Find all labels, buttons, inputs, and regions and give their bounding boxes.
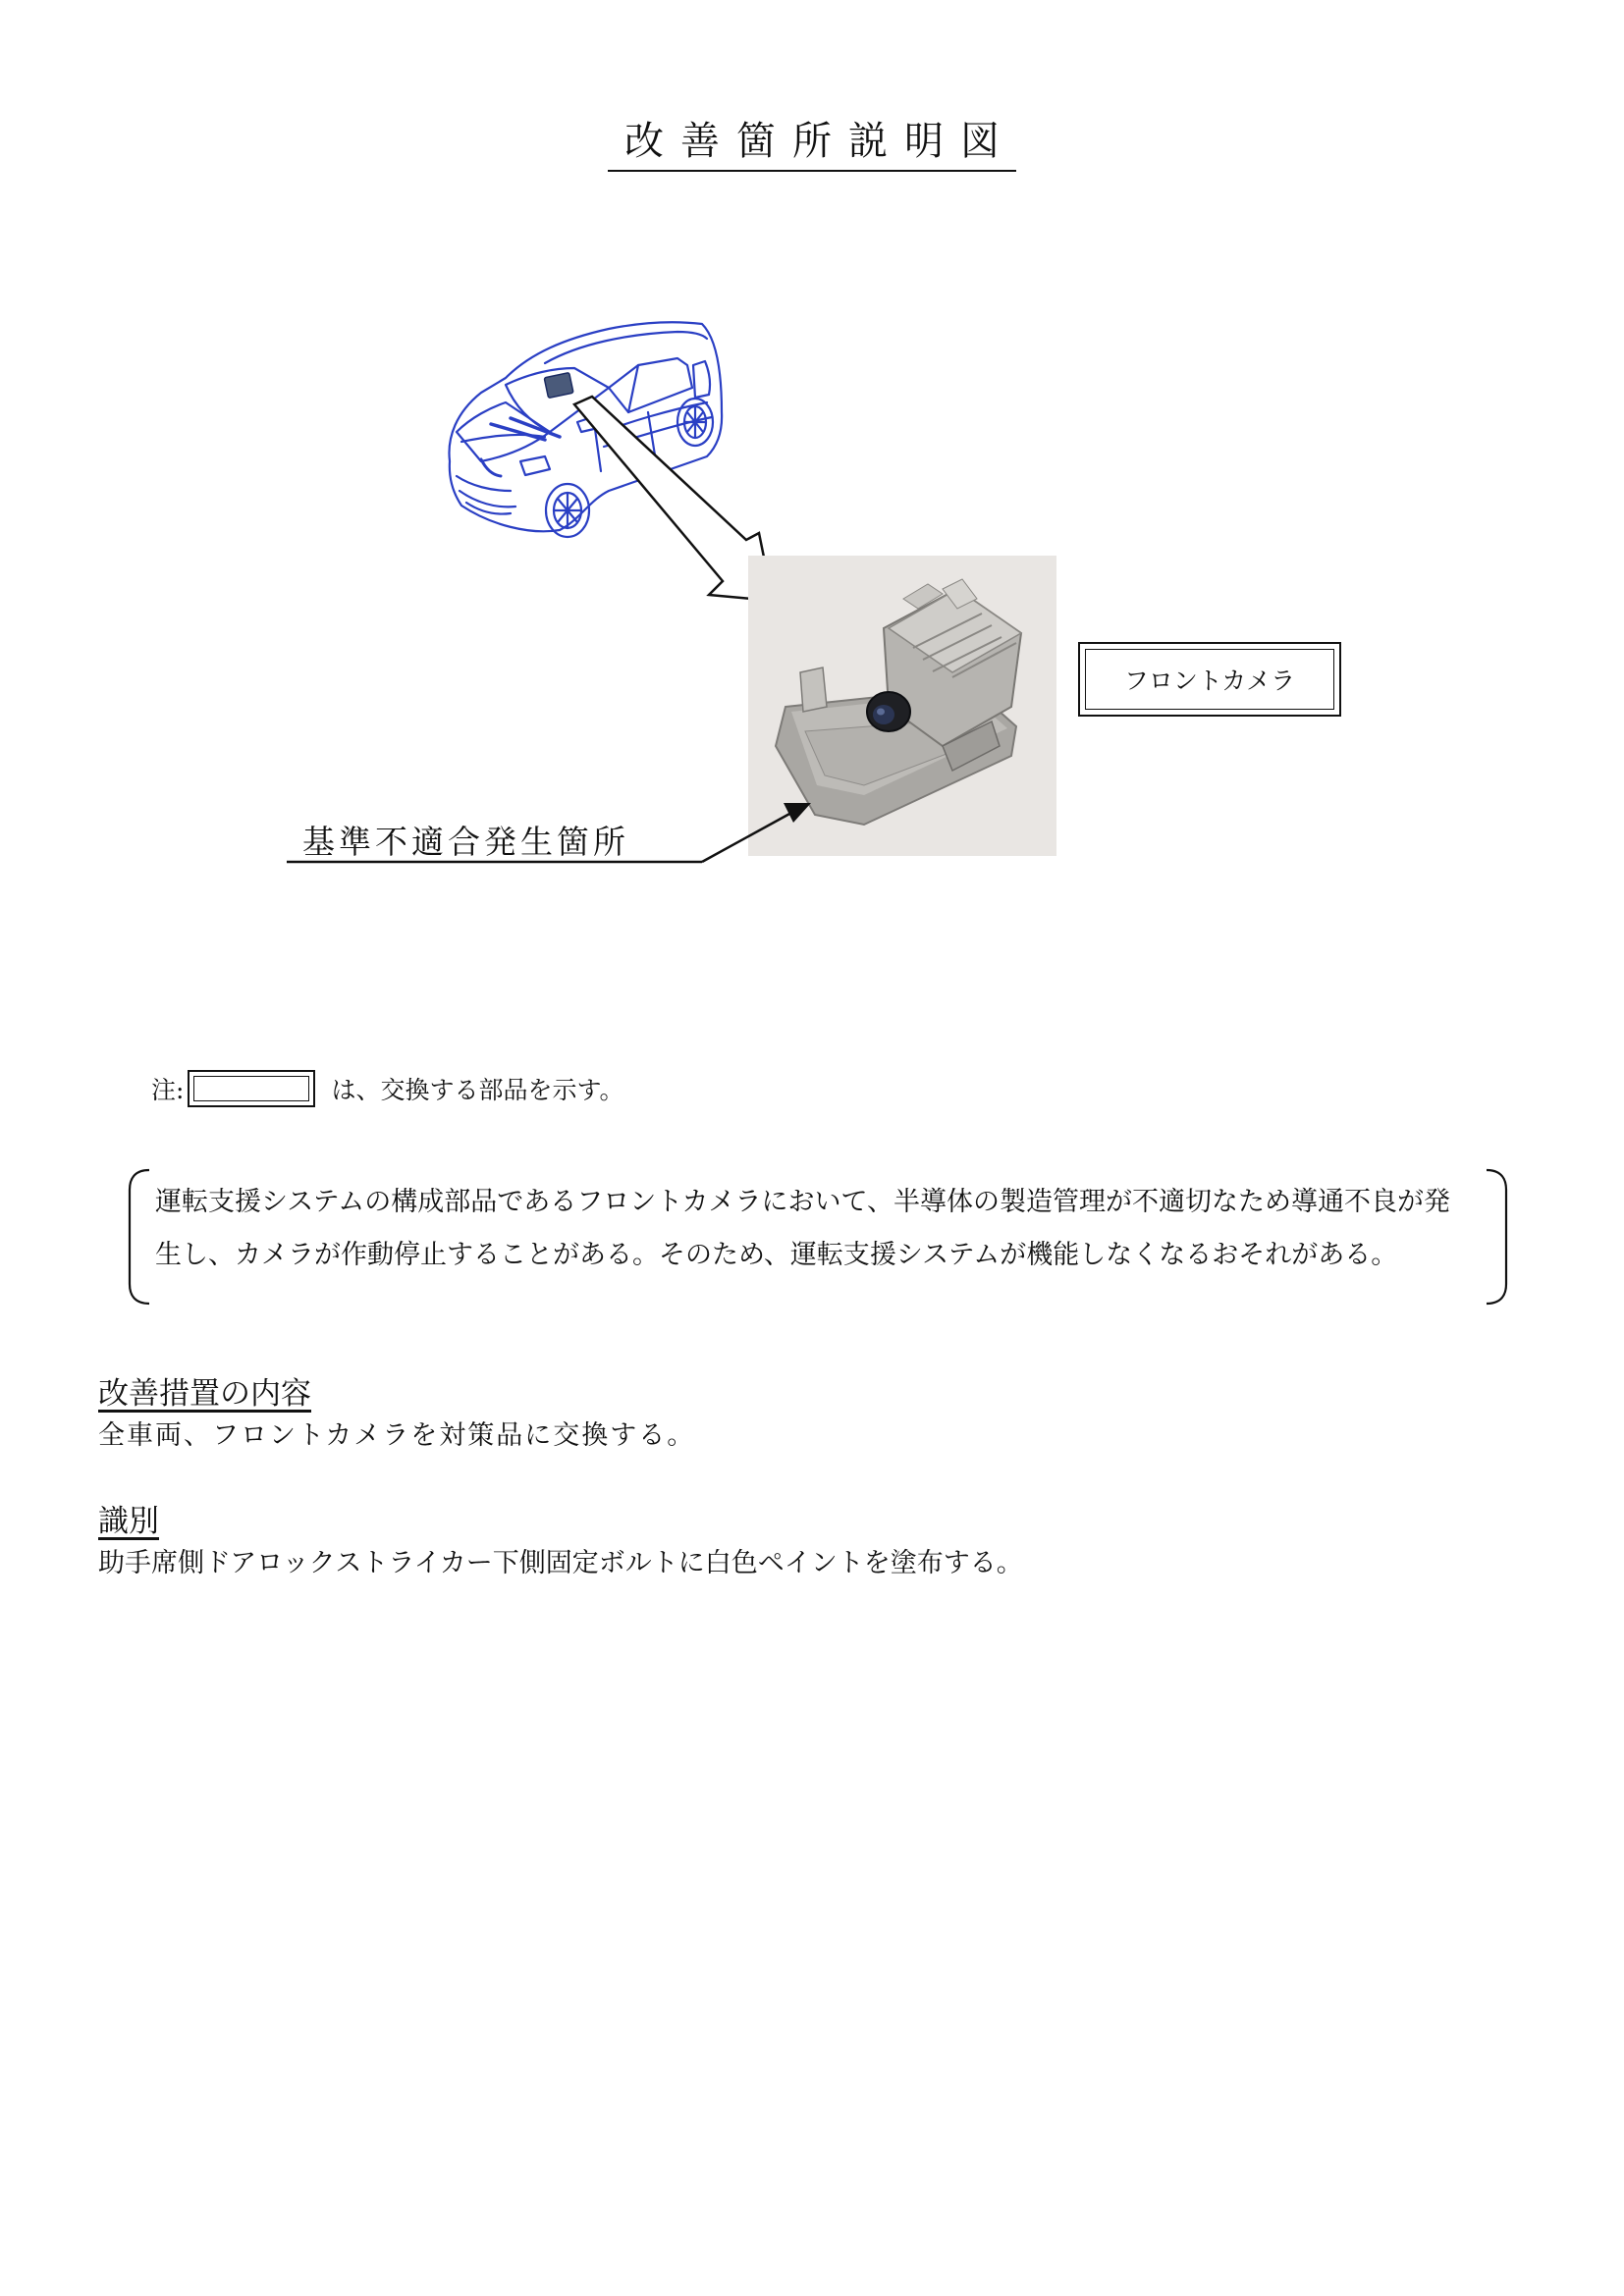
front-camera-label-box [1078,642,1341,717]
identification-text: 助手席側ドアロックストライカー下側固定ボルトに白色ペイントを塗布する。 [98,1548,1023,1578]
defect-location-label: 基準不適合発生箇所 [302,823,629,861]
illustration [0,0,1624,982]
description-line-2: 生し、カメラが作動停止することがある。そのため、運転支援システムが機能しなくなるおそれがある。 [155,1240,1398,1270]
note-prefix: 注: [151,1076,185,1104]
legend-note [151,1070,623,1107]
legend-double-box [188,1070,315,1107]
front-camera-label: フロントカメラ [1085,649,1334,710]
note-text: は、交換する部品を示す。 [331,1076,624,1104]
description-line-1: 運転支援システムの構成部品であるフロントカメラにおいて、半導体の製造管理が不適切なため導通不良が発 [155,1187,1450,1217]
page-title-text: 改善箇所説明図 [608,119,1016,172]
remedy-heading: 改善措置の内容 [98,1376,311,1412]
identification-heading: 識別 [98,1504,159,1539]
defect-description [155,1176,1481,1282]
camera-location-marker [544,373,573,399]
remedy-text: 全車両、フロントカメラを対策品に交換する。 [98,1420,696,1451]
